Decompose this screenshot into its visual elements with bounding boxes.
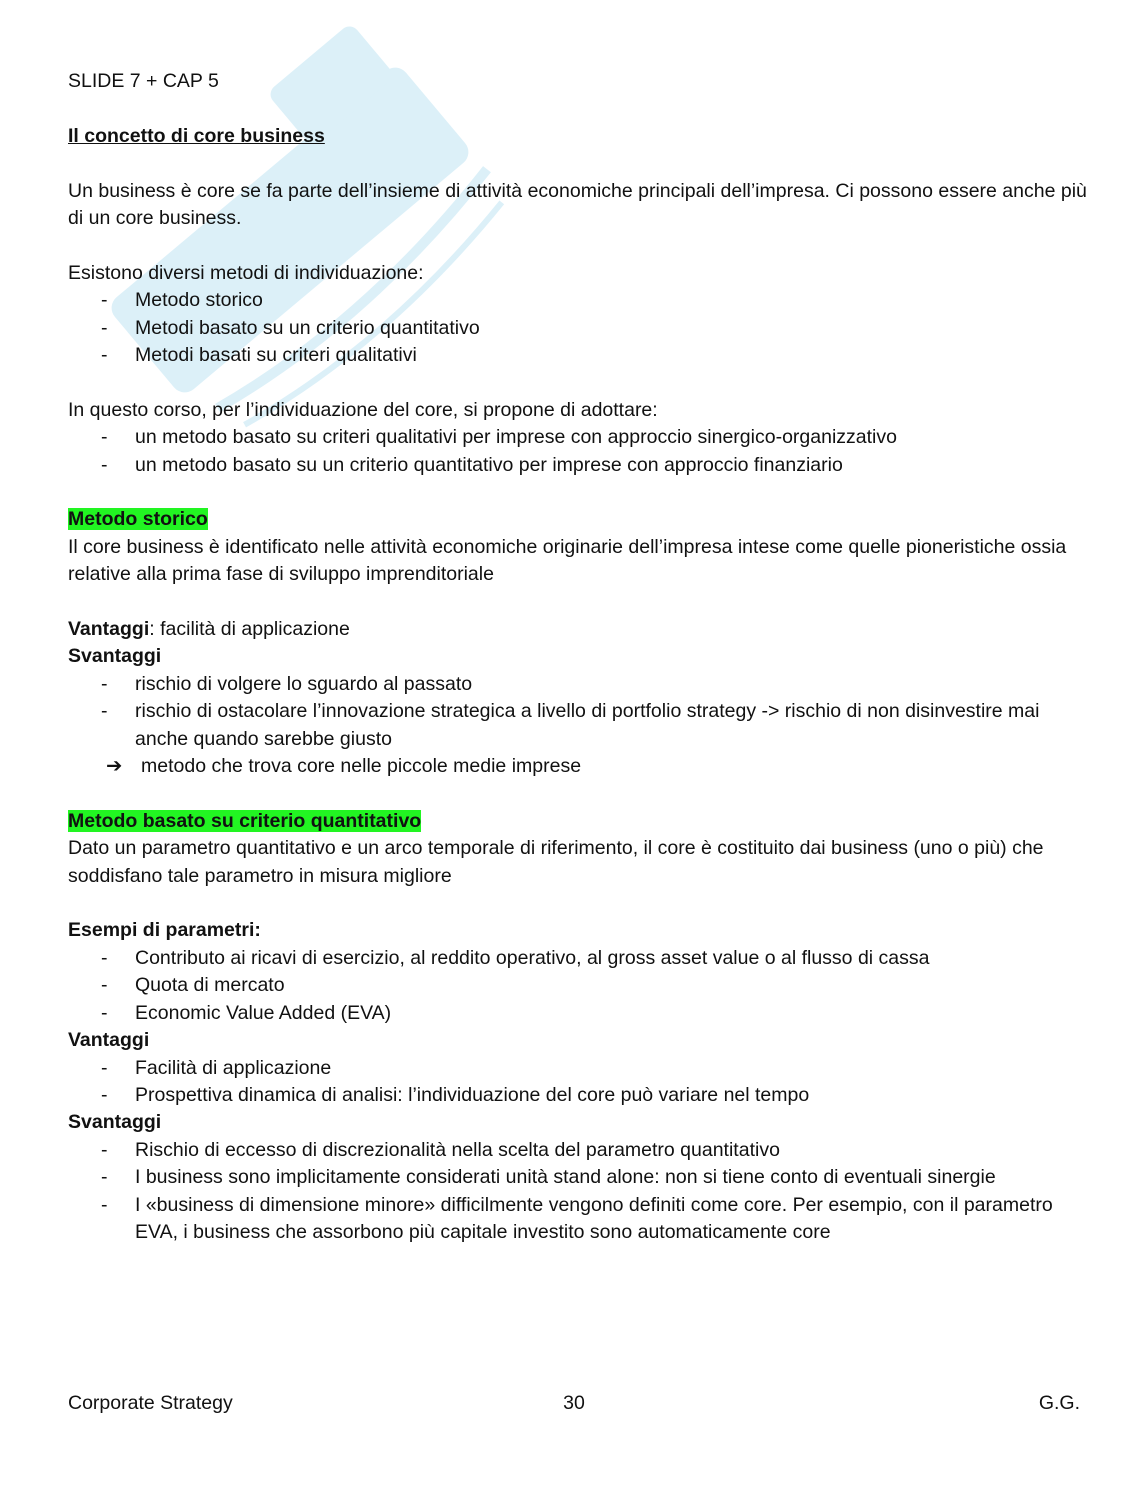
- section-title-quantitative: Metodo basato su criterio quantitativo: [68, 809, 422, 832]
- page-content: [68, 68, 1088, 1246]
- quant-disadvantages-list: [68, 1137, 1088, 1247]
- advantages-label: Vantaggi: [68, 618, 150, 641]
- list-item: - rischio di ostacolare l’innovazione strategica a livello di portfolio strategy -> rischio di non disinvestire mai anche quando sarebbe giusto: [68, 698, 1088, 753]
- conclusion-line: [68, 753, 1088, 780]
- methods-intro: Esistono diversi metodi di individuazione:: [68, 261, 424, 284]
- footer-course-title: Corporate Strategy: [68, 1392, 233, 1414]
- quant-disadvantages-label: Svantaggi: [68, 1111, 162, 1134]
- section-title-historic: Metodo storico: [68, 508, 208, 531]
- quant-advantages-label: Vantaggi: [68, 1029, 150, 1052]
- list-item: - Contributo ai ricavi di esercizio, al reddito operativo, al gross asset value o al flusso di cassa: [68, 945, 1088, 972]
- examples-label: Esempi di parametri:: [68, 919, 261, 942]
- slide-reference: SLIDE 7 + CAP 5: [68, 70, 219, 92]
- list-item: - Facilità di applicazione: [68, 1055, 1088, 1082]
- list-item: - Metodo storico: [68, 287, 1088, 314]
- disadvantages-label: Svantaggi: [68, 645, 162, 668]
- course-list: [68, 424, 1088, 479]
- list-item: - un metodo basato su un criterio quantitativo per imprese con approccio finanziario: [68, 452, 1088, 479]
- historic-description: Il core business è identificato nelle attività economiche originarie dell’impresa intese come quelle pioneristiche ossia relative alla prima fase di sviluppo imprenditoriale: [68, 535, 1067, 586]
- advantages-text: : facilità di applicazione: [149, 618, 350, 641]
- quantitative-description: Dato un parametro quantitativo e un arco temporale di riferimento, il core è costituito dai business (uno o più) che soddisfano tale parametro in misura migliore: [68, 837, 1044, 887]
- list-item: - I business sono implicitamente considerati unità stand alone: non si tiene conto di eventuali sinergie: [68, 1164, 1088, 1191]
- footer-author: G.G.: [1038, 1392, 1080, 1414]
- historic-disadvantages-list: [68, 671, 1088, 753]
- list-item: - Metodi basati su criteri qualitativi: [68, 342, 1088, 369]
- list-item: - Economic Value Added (EVA): [68, 1000, 1088, 1027]
- page-number: 30: [563, 1392, 585, 1414]
- section-title-core-business: Il concetto di core business: [68, 124, 325, 147]
- list-item: - Rischio di eccesso di discrezionalità nella scelta del parametro quantitativo: [68, 1137, 1088, 1164]
- methods-list: [68, 287, 1088, 369]
- list-item: - rischio di volgere lo sguardo al passato: [68, 671, 1088, 698]
- list-item: - un metodo basato su criteri qualitativi per imprese con approccio sinergico-organizzativo: [68, 424, 1088, 451]
- list-item: - Quota di mercato: [68, 972, 1088, 999]
- core-definition: Un business è core se fa parte dell’insieme di attività economiche principali dell’impresa. Ci possono essere anche più di un core business.: [68, 179, 1087, 229]
- arrow-right-icon: ➔: [106, 755, 123, 778]
- conclusion-text: metodo che trova core nelle piccole medie imprese: [141, 755, 582, 778]
- examples-list: [68, 945, 1088, 1027]
- list-item: - Prospettiva dinamica di analisi: l’individuazione del core può variare nel tempo: [68, 1082, 1088, 1109]
- list-item: - I «business di dimensione minore» difficilmente vengono definiti come core. Per esempio, con il parametro EVA, i business che assorbono più capitale investito sono automaticamente core: [68, 1192, 1088, 1247]
- list-item: - Metodi basato su un criterio quantitativo: [68, 315, 1088, 342]
- quant-advantages-list: [68, 1055, 1088, 1110]
- page-footer: [68, 1392, 1080, 1420]
- course-intro: In questo corso, per l’individuazione del core, si propone di adottare:: [68, 398, 658, 421]
